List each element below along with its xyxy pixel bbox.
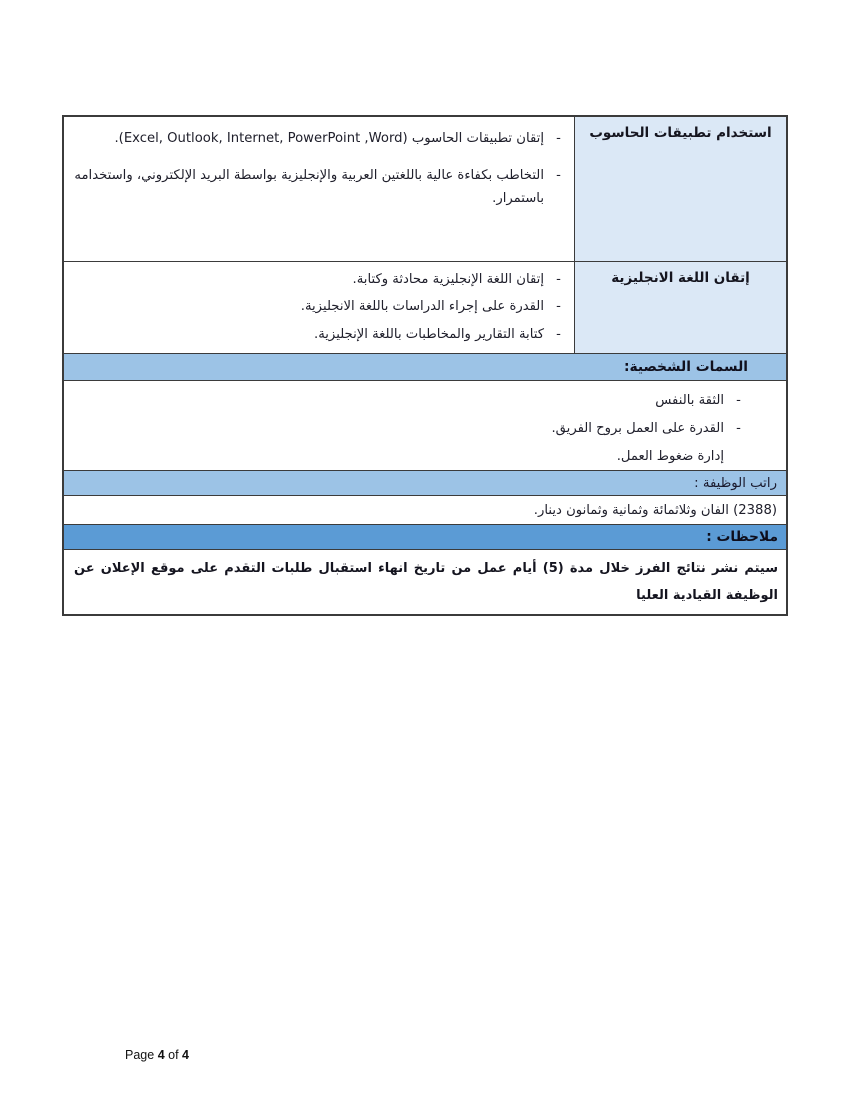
bullet-item (74, 128, 564, 150)
dash-bullet: - (736, 421, 741, 437)
bullet-item (74, 390, 744, 411)
band-notes (64, 524, 786, 549)
bullet-item (74, 324, 564, 346)
bullet-text: الثقة بالنفس (655, 393, 724, 408)
table-row-english-proficiency (64, 261, 786, 353)
dash-bullet: - (556, 131, 561, 146)
table-row-salary-value (64, 495, 786, 524)
salary-value: (2388) الفان وثلاثمائة وثمانية وثمانون دينار. (533, 502, 777, 518)
english-proficiency-content (64, 262, 574, 353)
bullet-text: إتقان تطبيقات الحاسوب (Excel, Outlook, Internet, PowerPoint ,Word). (114, 131, 544, 146)
footer-page-number: 4 (157, 1048, 165, 1062)
footer-page-word: Page (125, 1048, 155, 1062)
bullet-text: القدرة على إجراء الدراسات باللغة الانجليزية. (300, 299, 544, 315)
job-details-table (62, 115, 788, 616)
row-header-english-proficiency: إتقان اللغة الانجليزية (574, 262, 786, 353)
dash-bullet: - (736, 393, 741, 408)
footer-total-pages: 4 (182, 1048, 189, 1062)
page-footer (125, 1048, 189, 1062)
table-row-notes (64, 549, 786, 614)
dash-bullet: - (556, 272, 561, 287)
bullet-text: التخاطب بكفاءة عالية باللغتين العربية والإنجليزية بواسطة البريد الإلكتروني، واستخدامه باستمرار. (74, 168, 544, 206)
bullet-item (74, 269, 564, 291)
salary-heading: راتب الوظيفة : (694, 475, 777, 491)
bullet-text: القدرة على العمل بروح الفريق. (551, 421, 724, 437)
dash-bullet: - (556, 299, 561, 315)
bullet-item (74, 296, 564, 318)
row-header-computer-skills: استخدام تطبيقات الحاسوب (574, 117, 786, 261)
band-personal-traits (64, 353, 786, 380)
notes-heading: ملاحظات : (706, 529, 778, 545)
footer-of-word: of (168, 1048, 179, 1062)
notes-text: سيتم نشر نتائج الفرز خلال مدة (5) أيام عمل من تاريخ انهاء استقبال طلبات التقدم على موقع الإعلان عن الوظيفة القيادية العليا (74, 561, 778, 604)
bullet-text: إدارة ضغوط العمل. (616, 449, 724, 465)
table-row-computer-skills (64, 117, 786, 261)
bullet-item (74, 446, 744, 467)
dash-bullet: - (556, 168, 561, 184)
computer-skills-content (64, 117, 574, 261)
band-salary (64, 470, 786, 495)
bullet-text: كتابة التقارير والمخاطبات باللغة الإنجليزية. (314, 326, 544, 342)
dash-bullet: - (556, 326, 561, 342)
bullet-item (74, 418, 744, 439)
personal-traits-heading: السمات الشخصية: (623, 359, 748, 375)
bullet-item (74, 165, 564, 210)
personal-traits-content (64, 381, 786, 467)
table-row-personal-traits (64, 380, 786, 470)
bullet-text: إتقان اللغة الإنجليزية محادثة وكتابة. (352, 272, 544, 287)
